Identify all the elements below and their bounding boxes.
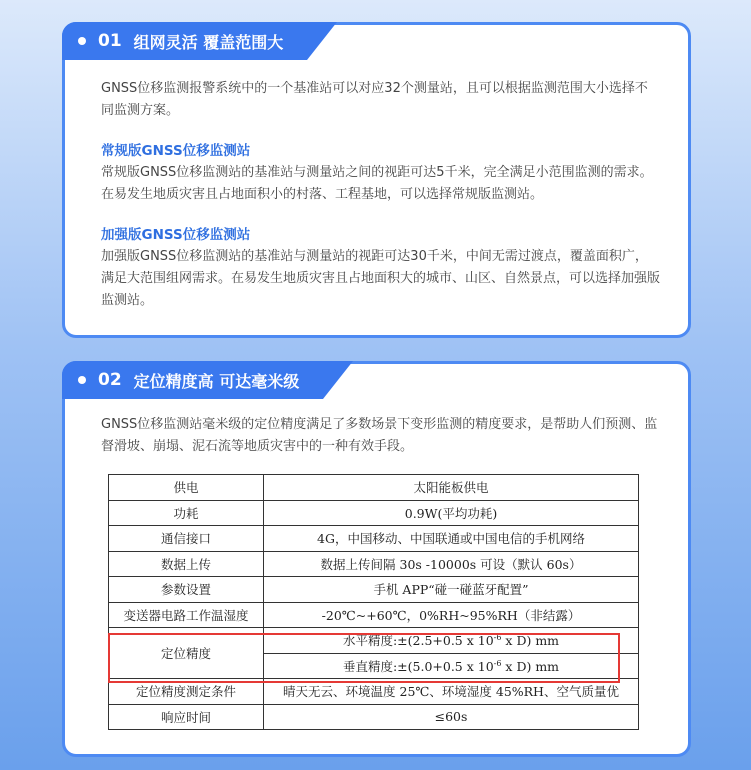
spec-table — [108, 474, 639, 730]
section-tab — [62, 361, 323, 399]
table-row — [109, 475, 639, 501]
enhanced-text: 加强版GNSS位移监测站的基准站与测量站的视距可达30千米，中间无需过渡点，覆盖面积广，满足大范围组网需求。在易发生地质灾害且占地面积大的城市、山区、自然景点，可以选择加强版监测站。 — [101, 249, 661, 308]
spec-value: 4G，中国移动、中国联通或中国电信的手机网络 — [264, 526, 639, 552]
spec-value: 晴天无云、环境温度 25℃、环境湿度 45%RH、空气质量优 — [264, 679, 639, 705]
spec-key: 定位精度 — [109, 628, 264, 679]
section-card-precision — [62, 361, 691, 757]
spec-value: 0.9W(平均功耗) — [264, 500, 639, 526]
section-number: 01 — [98, 31, 122, 51]
table-row — [109, 551, 639, 577]
spec-value: 手机 APP“碰一碰蓝牙配置” — [264, 577, 639, 603]
section-body — [101, 414, 660, 458]
section-body — [101, 78, 660, 312]
section-title: 组网灵活 覆盖范围大 — [133, 32, 284, 52]
enhanced-heading: 加强版GNSS位移监测站 — [101, 227, 251, 243]
spec-key: 数据上传 — [109, 551, 264, 577]
spec-key: 参数设置 — [109, 577, 264, 603]
spec-value: ≤60s — [264, 704, 639, 730]
bullet-dot-icon — [78, 376, 86, 384]
section-number: 02 — [98, 370, 122, 390]
section-card-networking — [62, 22, 691, 338]
spec-value-vertical: 垂直精度:±(5.0+0.5 x $10^{-6}$ x D) mm — [264, 653, 639, 679]
table-row-precision — [109, 628, 639, 654]
section-intro: GNSS位移监测站毫米级的定位精度满足了多数场景下变形监测的精度要求，是帮助人们预测、监督滑坡、崩塌、泥石流等地质灾害中的一种有效手段。 — [101, 417, 658, 454]
section-intro: GNSS位移监测报警系统中的一个基准站可以对应32个测量站，且可以根据监测范围大小选择不同监测方案。 — [101, 81, 648, 118]
table-row — [109, 577, 639, 603]
table-row — [109, 704, 639, 730]
table-row — [109, 500, 639, 526]
table-row — [109, 679, 639, 705]
section-title: 定位精度高 可达毫米级 — [133, 371, 300, 391]
spec-key: 功耗 — [109, 500, 264, 526]
spec-key: 响应时间 — [109, 704, 264, 730]
spec-key: 通信接口 — [109, 526, 264, 552]
spec-value: -20℃~+60℃，0%RH~95%RH（非结露） — [264, 602, 639, 628]
table-row — [109, 602, 639, 628]
spec-key: 变送器电路工作温湿度 — [109, 602, 264, 628]
standard-text: 常规版GNSS位移监测站的基准站与测量站之间的视距可达5千米，完全满足小范围监测的需求。在易发生地质灾害且占地面积小的村落、工程基地，可以选择常规版监测站。 — [101, 165, 653, 202]
standard-heading: 常规版GNSS位移监测站 — [101, 143, 251, 159]
spec-value-horizontal: 水平精度:±(2.5+0.5 x $10^{-6}$ x D) mm — [264, 628, 639, 654]
bullet-dot-icon — [78, 37, 86, 45]
spec-value: 数据上传间隔 30s -10000s 可设（默认 60s） — [264, 551, 639, 577]
spec-key: 供电 — [109, 475, 264, 501]
section-tab — [62, 22, 307, 60]
table-row — [109, 526, 639, 552]
spec-value: 太阳能板供电 — [264, 475, 639, 501]
spec-key: 定位精度测定条件 — [109, 679, 264, 705]
